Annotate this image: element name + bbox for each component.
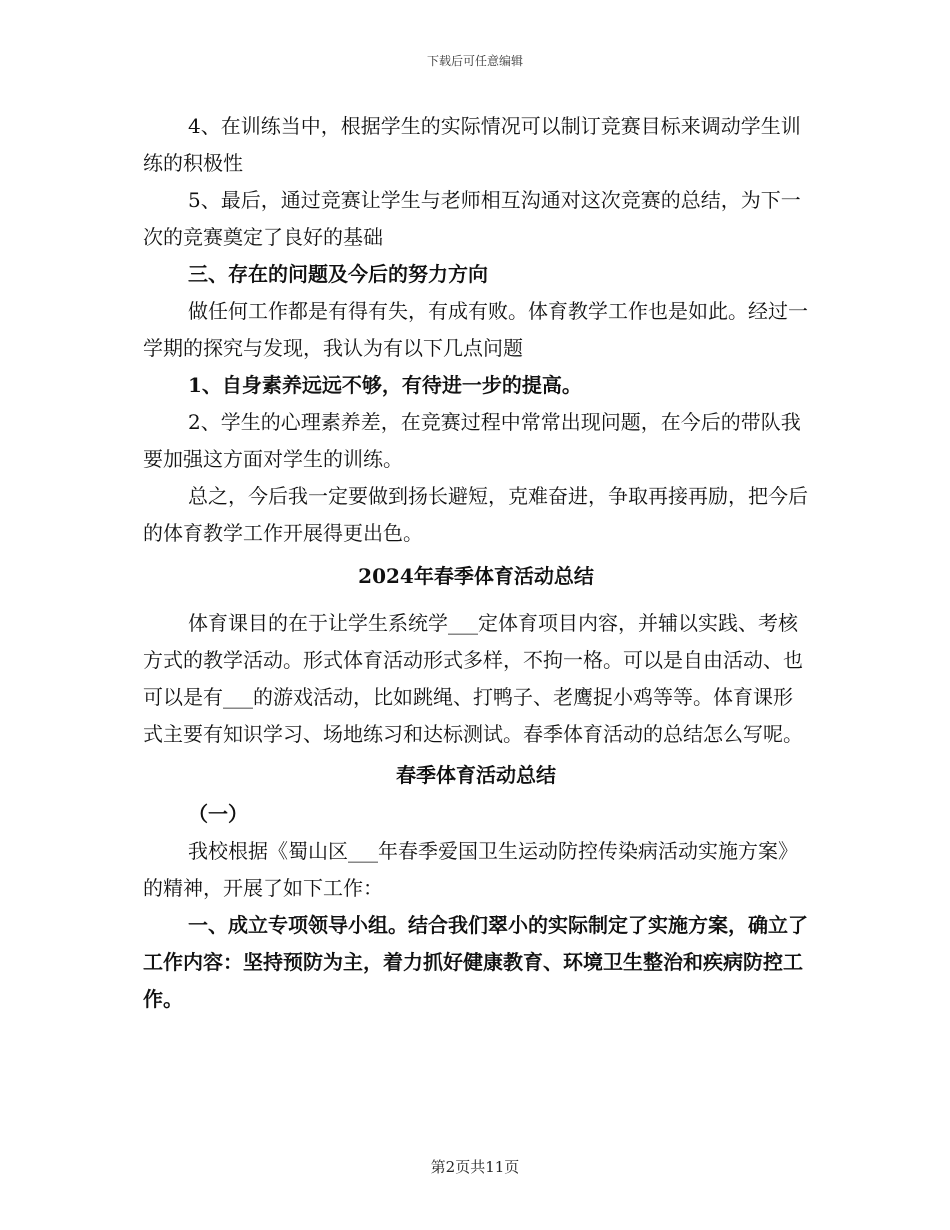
paragraph-school-plan: 我校根据《蜀山区___年春季爱国卫生运动防控传染病活动实施方案》的精神，开展了如下工作：	[143, 839, 798, 900]
paragraph-intro: 体育课目的在于让学生系统学___定体育项目内容，并辅以实践、考核方式的教学活动。形式体育活动形式多样，不拘一格。可以是自由活动、也可以是有___的游戏活动，比如跳绳、打鸭子、老鹰捉小鸡等等。体育课形式主要有知识学习、场地练习和达标测试。春季体育活动的总结怎么写呢。	[143, 611, 803, 746]
paragraph-conclusion: 总之，今后我一定要做到扬长避短，克难奋进，争取再接再励，把今后的体育教学工作开展得更出色。	[143, 484, 808, 545]
section-heading-problems: 三、存在的问题及今后的努力方向	[188, 262, 488, 286]
document-subtitle: 春季体育活动总结	[396, 763, 556, 787]
document-title: 2024年春季体育活动总结	[358, 564, 594, 588]
paragraph-item-5: 5、最后，通过竞赛让学生与老师相互沟通对这次竞赛的总结，为下一次的竞赛奠定了良好的基础	[143, 188, 801, 249]
problem-item-2: 2、学生的心理素养差，在竞赛过程中常常出现问题，在今后的带队我要加强这方面对学生的训练。	[143, 410, 801, 471]
page-header: 下载后可任意编辑	[426, 54, 523, 68]
problem-item-1: 1、自身素养远远不够，有待进一步的提高。	[188, 373, 582, 397]
paragraph-item-4: 4、在训练当中，根据学生的实际情况可以制订竞赛目标来调动学生训练的积极性	[143, 114, 801, 175]
paragraph-problems-intro: 做任何工作都是有得有失，有成有败。体育教学工作也是如此。经过一学期的探究与发现，我认为有以下几点问题	[143, 299, 808, 360]
document-body	[143, 108, 809, 1018]
section-heading-leadership: 一、成立专项领导小组。结合我们翠小的实际制定了实施方案，确立了工作内容：坚持预防为主，着力抓好健康教育、环境卫生整治和疾病防控工作。	[143, 913, 808, 1011]
page-footer: 第2页共11页	[430, 1158, 520, 1176]
section-number-one: （一）	[188, 802, 248, 826]
